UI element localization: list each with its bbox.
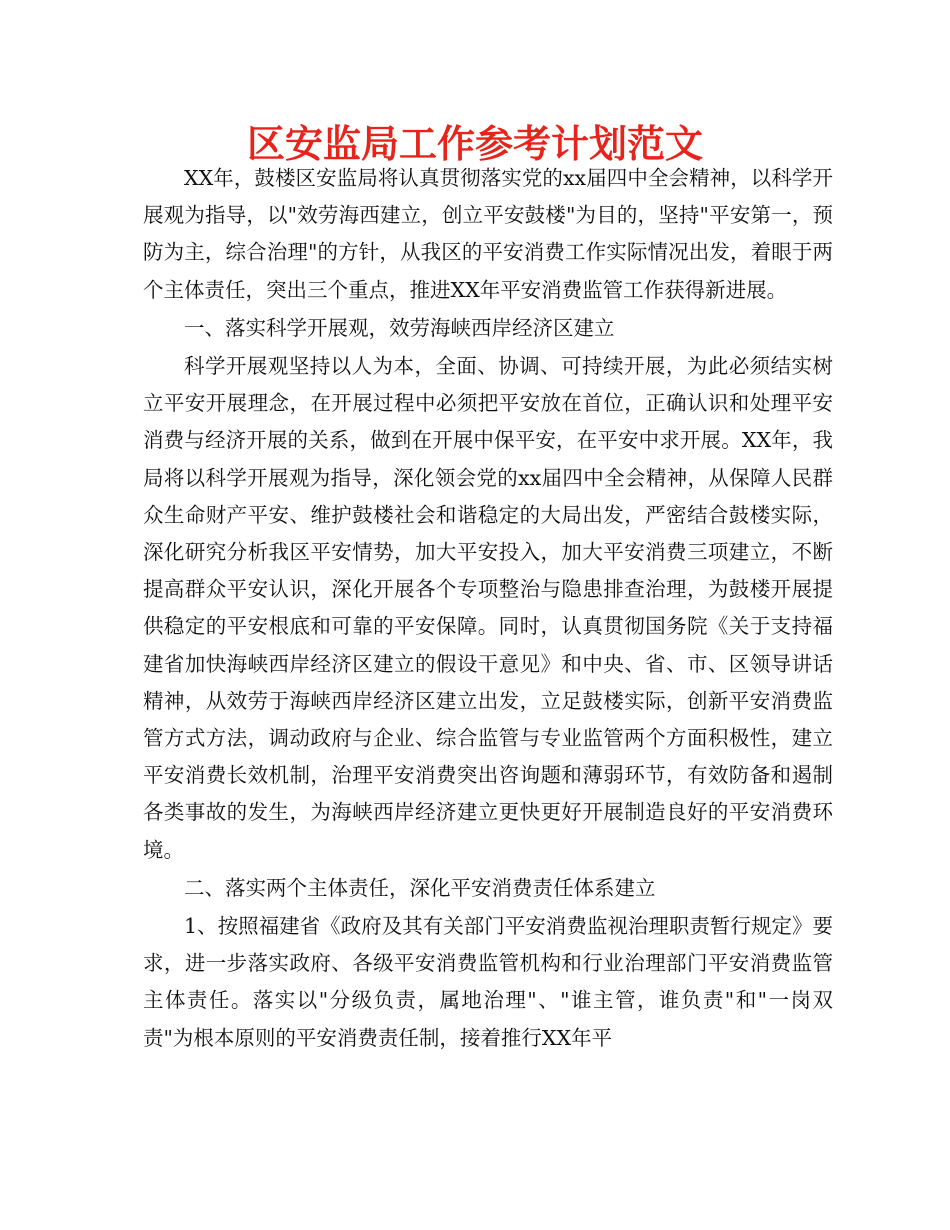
section-heading-2: 二、落实两个主体责任，深化平安消费责任体系建立	[184, 875, 656, 900]
section-heading-1: 一、落实科学开展观，效劳海峡西岸经济区建立	[184, 315, 615, 340]
document-body	[143, 160, 833, 1058]
paragraph-intro: XX年，鼓楼区安监局将认真贯彻落实党的xx届四中全会精神，以科学开展观为指导，以"效劳海西建立，创立平安鼓楼"为目的，坚持"平安第一，预防为主，综合治理"的方针，从我区的平安消费工作实际情况出发，着眼于两个主体责任，突出三个重点，推进XX年平安消费监管工作获得新进展。	[143, 166, 833, 302]
paragraph-item-1: 1、按照福建省《政府及其有关部门平安消费监视治理职责暂行规定》要求，进一步落实政府、各级平安消费监管机构和行业治理部门平安消费监管主体责任。落实以"分级负责，属地治理"、"谁主管，谁负责"和"一岗双责"为根本原则的平安消费责任制，接着推行XX年平	[143, 914, 833, 1050]
document-title: 区安监局工作参考计划范文	[246, 122, 703, 166]
paragraph-section-1: 科学开展观坚持以人为本，全面、协调、可持续开展，为此必须结实树立平安开展理念，在开展过程中必须把平安放在首位，正确认识和处理平安消费与经济开展的关系，做到在开展中保平安，在平安中求开展。XX年，我局将以科学开展观为指导，深化领会党的xx届四中全会精神，从保障人民群众生命财产平安、维护鼓楼社会和谐稳定的大局出发，严密结合鼓楼实际，深化研究分析我区平安情势，加大平安投入，加大平安消费三项建立，不断提高群众平安认识，深化开展各个专项整治与隐患排查治理，为鼓楼开展提供稳定的平安根底和可靠的平安保障。同时，认真贯彻国务院《关于支持福建省加快海峡西岸经济区建立的假设干意见》和中央、省、市、区领导讲话精神，从效劳于海峡西岸经济区建立出发，立足鼓楼实际，创新平安消费监管方式方法，调动政府与企业、综合监管与专业监管两个方面积极性，建立平安消费长效机制，治理平安消费突出咨询题和薄弱环节，有效防备和遏制各类事故的发生，为海峡西岸经济建立更快更好开展制造良好的平安消费环境。	[143, 354, 833, 862]
